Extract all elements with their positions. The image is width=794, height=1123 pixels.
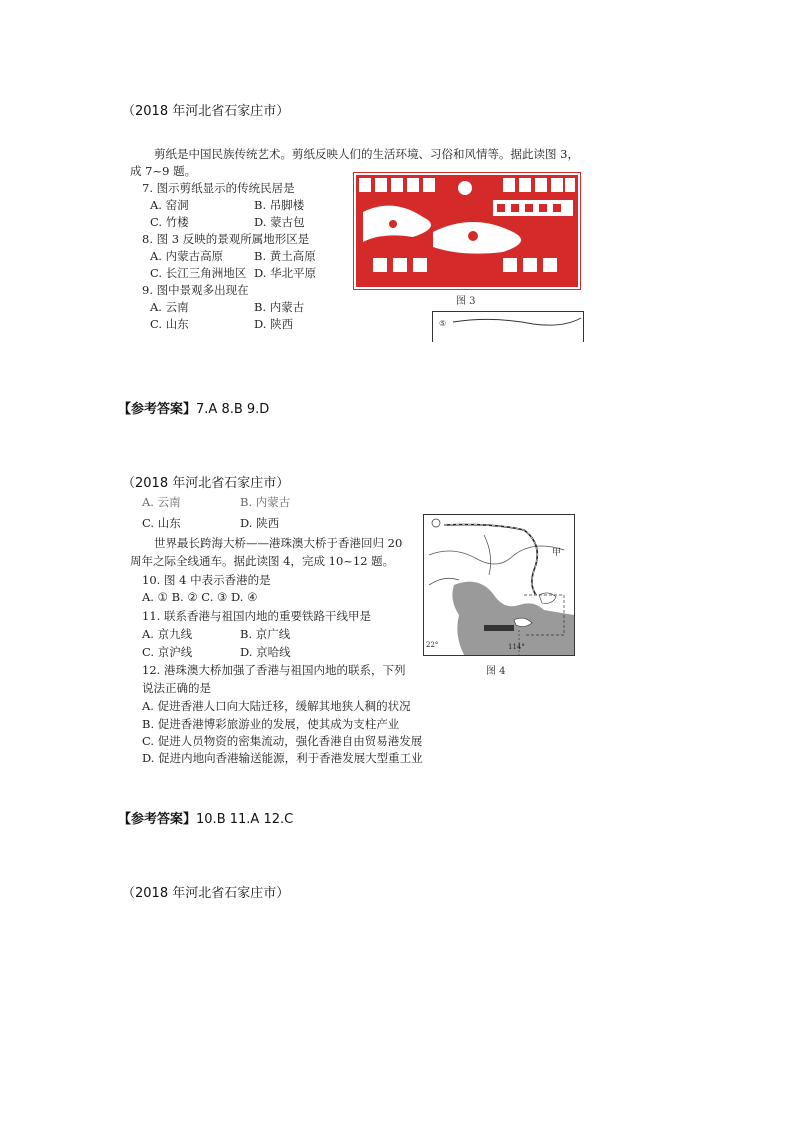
option: B. 内蒙古	[254, 300, 305, 314]
question-9: 9. 图中景观多出现在	[142, 283, 249, 297]
figure-3-label: 图 3	[456, 296, 476, 307]
answer-key: 【参考答案】	[118, 812, 197, 827]
svg-text:⑤: ⑤	[439, 319, 447, 328]
option: A. 京九线	[142, 627, 193, 641]
question-8: 8. 图 3 反映的景观所属地形区是	[142, 232, 310, 246]
option: A. 促进香港人口向大陆迁移，缓解其地狭人稠的状况	[142, 699, 411, 713]
option: B. 黄土高原	[254, 249, 316, 263]
option: A. 内蒙古高原	[150, 249, 224, 263]
question-12-cont: 说法正确的是	[142, 681, 211, 695]
intro-line-1: 世界最长跨海大桥——港珠澳大桥于香港回归 20	[154, 536, 403, 550]
option-partial: A. 云南	[142, 495, 181, 509]
map-label-jia: 甲	[552, 548, 562, 558]
answer-key: 【参考答案】	[118, 402, 197, 417]
option: C. 长江三角洲地区	[150, 266, 247, 280]
figure-4-label: 图 4	[486, 666, 506, 677]
papercut-figure	[353, 172, 581, 290]
option: C. 山东	[150, 317, 189, 331]
answer-line-1	[118, 398, 269, 417]
option: B. 京广线	[240, 627, 291, 641]
answer-values: 7.A 8.B 9.D	[196, 402, 270, 417]
question-12: 12. 港珠澳大桥加强了香港与祖国内地的联系，下列	[142, 663, 406, 677]
partial-map-figure	[432, 311, 584, 342]
source-label-1: （2018 年河北省石家庄市）	[122, 104, 290, 119]
source-label-3: （2018 年河北省石家庄市）	[122, 886, 290, 901]
question-7: 7. 图示剪纸显示的传统民居是	[142, 181, 295, 195]
intro-line-1: 剪纸是中国民族传统艺术。剪纸反映人们的生活环境、习俗和风情等。据此读图 3，	[154, 147, 579, 161]
option: D. 京哈线	[240, 645, 291, 659]
option: C. 京沪线	[142, 645, 193, 659]
option: A. 窑洞	[150, 198, 189, 212]
option: C. 山东	[142, 516, 181, 530]
question-image-1	[120, 140, 586, 330]
intro-line-2: 成 7~9 题。	[130, 164, 197, 178]
map-figure-4	[423, 514, 575, 656]
option: B. 吊脚楼	[254, 198, 305, 212]
map-longitude: 114°	[508, 643, 525, 651]
option: C. 促进人员物资的密集流动，强化香港自由贸易港发展	[142, 734, 423, 748]
question-image-2	[120, 495, 576, 765]
map-latitude: 22°	[426, 641, 439, 649]
option: C. 竹楼	[150, 215, 189, 229]
option: D. 陕西	[254, 317, 294, 331]
option: A. 云南	[150, 300, 189, 314]
option: B. 促进香港博彩旅游业的发展，使其成为支柱产业	[142, 717, 400, 731]
option: D. 促进内地向香港输送能源，利于香港发展大型重工业	[142, 751, 423, 765]
option: D. 陕西	[240, 516, 280, 530]
intro-line-2: 周年之际全线通车。据此读图 4，完成 10~12 题。	[130, 554, 395, 568]
option: D. 蒙古包	[254, 215, 305, 229]
question-11: 11. 联系香港与祖国内地的重要铁路干线甲是	[142, 609, 371, 623]
answer-values: 10.B 11.A 12.C	[196, 812, 294, 827]
question-10: 10. 图 4 中表示香港的是	[142, 573, 271, 587]
source-label-2: （2018 年河北省石家庄市）	[122, 476, 290, 491]
option-partial: B. 内蒙古	[240, 495, 291, 509]
question-10-options: A. ① B. ② C. ③ D. ④	[142, 590, 258, 604]
option: D. 华北平原	[254, 266, 317, 280]
answer-line-2	[118, 808, 293, 827]
